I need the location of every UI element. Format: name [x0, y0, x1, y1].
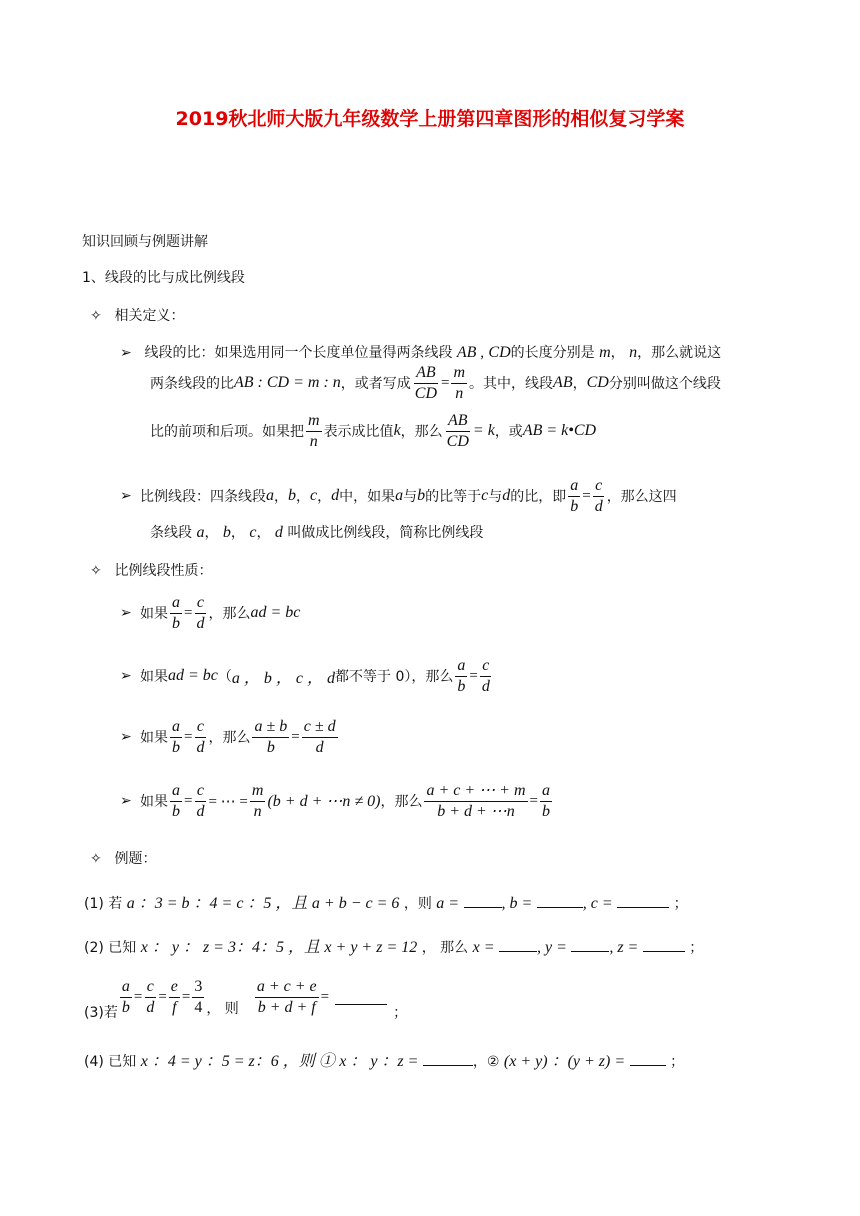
frac-denominator: d — [594, 497, 603, 515]
section-heading: 知识回顾与例题讲解 — [82, 234, 208, 250]
sep: ， — [274, 489, 288, 506]
frac-numerator: a + c + ⋯ + m — [424, 782, 527, 802]
fraction-a-b — [455, 657, 467, 695]
frac-denominator: CD — [446, 432, 469, 450]
section-1-title: 1、线段的比与成比例线段 — [82, 270, 245, 286]
def1-k: k — [393, 422, 401, 440]
ex3-fraction-e-f — [169, 978, 180, 1016]
ex4-q2-answer-blank[interactable] — [630, 1051, 666, 1066]
def1-prefix: 线段的比：如果选用同一个长度单位量得两条线段 — [144, 345, 453, 361]
diamond-bullet-icon: ✧ — [90, 563, 102, 579]
diamond-bullet-icon: ✧ — [90, 851, 102, 867]
fraction-m-n — [250, 782, 266, 820]
p3-prefix: 如果 — [140, 730, 168, 747]
example-3 — [84, 972, 407, 1022]
def1-line2c: 。其中，线段 — [469, 376, 554, 393]
example-4 — [84, 1048, 684, 1071]
def2-mid1: 中，如果 — [339, 489, 396, 506]
def1-cd2: CD — [586, 374, 609, 392]
ex2-z-label: , z = — [609, 939, 639, 956]
fraction-a-b — [568, 477, 580, 515]
var-d: d — [274, 524, 283, 541]
ex1-end: ； — [673, 896, 688, 912]
definition-1-line-2 — [150, 364, 721, 402]
arrow-bullet-icon: ➢ — [120, 729, 132, 746]
ex4-label: (4) 已知 — [84, 1054, 137, 1070]
p2-vars: a ， b ， c ， d — [231, 669, 336, 687]
var-d: d — [331, 487, 340, 505]
frac-numerator: 3 — [192, 978, 204, 998]
def1-fraction-m-n-2 — [306, 412, 322, 450]
fraction-a-b — [170, 782, 182, 820]
p1-mid: ，那么 — [208, 606, 251, 623]
p4-chain: = ⋯ = — [208, 793, 248, 810]
def1-eqk: = k — [472, 422, 495, 440]
ex1-label: (1) 若 — [84, 896, 123, 912]
ex4-q2: (x + y) ：(y + z) = — [503, 1053, 626, 1070]
p2-note: 都不等于 0），那么 — [335, 669, 454, 686]
ex2-z-answer-blank[interactable] — [643, 937, 685, 952]
frac-denominator: d — [196, 738, 205, 756]
frac-numerator: m — [451, 364, 467, 384]
def2-prefix: 比例线段：四条线段 — [140, 489, 266, 506]
property-heading-text: 比例线段性质： — [114, 563, 213, 579]
var-a: a — [395, 487, 404, 505]
ex1-condition: a + b − c = 6 — [311, 895, 400, 912]
equals: = — [582, 487, 591, 504]
def1-mid: 的长度分别是 — [510, 345, 595, 361]
def1-line3d: ，或 — [494, 424, 523, 441]
var-b: b — [222, 524, 231, 541]
frac-numerator: e — [169, 978, 180, 998]
def1-fraction-ab-cd-2 — [445, 412, 471, 450]
frac-denominator: CD — [414, 384, 438, 402]
diamond-bullet-icon: ✧ — [90, 308, 102, 324]
page-title: 2019秋北师大版九年级数学上册第四章图形的相似复习学案 — [175, 108, 685, 130]
property-1 — [120, 594, 300, 632]
def1-fraction-m-n — [451, 364, 467, 402]
def1-line2a: 两条线段的比 — [150, 376, 234, 393]
ex3-fraction-c-d — [144, 978, 156, 1016]
frac-denominator: f — [172, 998, 177, 1016]
definition-1-line-1 — [120, 342, 721, 362]
frac-denominator: b — [172, 802, 180, 820]
frac-numerator: c — [145, 978, 156, 998]
def1-m: m — [599, 344, 611, 361]
frac-numerator: c — [480, 657, 491, 677]
ex2-body: x ： y ： z = 3：4：5 ，且 — [140, 939, 320, 956]
def2-line2b: 叫做成比例线段，简称比例线段 — [287, 525, 484, 541]
ex1-b-label: , b = — [501, 895, 533, 912]
ex2-condition: x + y + z = 12 — [324, 939, 418, 956]
sep: ， — [317, 489, 332, 506]
fraction-c-d — [194, 718, 206, 756]
var-c: c — [481, 487, 489, 505]
ex1-c-label: , c = — [582, 895, 613, 912]
ex2-x-label: x = — [472, 939, 495, 956]
def1-tail: ，那么就说这 — [637, 345, 722, 361]
definition-heading — [90, 305, 184, 325]
def1-line2b: ，或者写成 — [340, 376, 411, 393]
frac-denominator: d — [196, 614, 205, 632]
definition-2-line-2 — [150, 522, 483, 542]
sep: ， — [204, 525, 219, 541]
ex4-q1-answer-blank[interactable] — [423, 1051, 473, 1066]
p1-result: ad = bc — [250, 604, 301, 622]
p1-prefix: 如果 — [140, 606, 168, 623]
example-1 — [84, 890, 688, 913]
frac-denominator: b + d + f — [257, 998, 316, 1016]
ex1-b-answer-blank[interactable] — [537, 893, 583, 908]
frac-denominator: 4 — [194, 998, 203, 1016]
equals: = — [133, 988, 143, 1005]
frac-numerator: a — [568, 477, 580, 497]
word-yu: 与 — [403, 489, 418, 506]
frac-denominator: b + d + ⋯n — [437, 802, 515, 820]
frac-numerator: a + c + e — [255, 978, 319, 998]
p4-mid: ，那么 — [380, 794, 423, 811]
word-yu: 与 — [488, 489, 503, 506]
frac-numerator: a — [170, 594, 182, 614]
frac-numerator: c ± d — [302, 718, 338, 738]
def1-n: n — [629, 344, 638, 361]
arrow-bullet-icon: ➢ — [120, 488, 132, 505]
frac-numerator: a — [170, 718, 182, 738]
frac-numerator: a — [540, 782, 552, 802]
frac-denominator: d — [196, 802, 205, 820]
frac-numerator: c — [195, 718, 206, 738]
def1-line3a: 比的前项和后项。如果把 — [150, 424, 304, 441]
fraction-a-b — [540, 782, 552, 820]
ex2-end: ； — [689, 940, 704, 956]
equals: = — [291, 728, 300, 745]
def1-cd: CD — [488, 344, 511, 361]
def1-fraction-ab-cd — [413, 364, 439, 402]
fraction-c-d — [480, 657, 492, 695]
examples-heading-text: 例题： — [114, 851, 157, 867]
ex3-fraction-sum — [255, 978, 319, 1016]
def1-last: AB = k•CD — [522, 422, 597, 440]
fraction-a-pm-b — [252, 718, 289, 756]
frac-numerator: a — [120, 978, 132, 998]
fraction-c-d — [593, 477, 605, 515]
ex2-y-answer-blank[interactable] — [571, 937, 609, 952]
def2-mid3: 的比，即 — [510, 489, 567, 506]
frac-denominator: n — [309, 432, 318, 450]
sep: ， — [296, 489, 310, 506]
equals: = — [158, 988, 167, 1005]
p4-prefix: 如果 — [140, 794, 168, 811]
property-2 — [120, 657, 494, 695]
property-3 — [120, 718, 340, 756]
var-c: c — [249, 524, 257, 541]
frac-denominator: b — [542, 802, 550, 820]
def1-sep: ， — [610, 345, 625, 361]
frac-denominator: b — [172, 614, 180, 632]
p2-open: （ — [217, 669, 232, 686]
frac-numerator: a — [455, 657, 467, 677]
def1-comma: , — [476, 345, 484, 361]
var-c: c — [310, 487, 318, 505]
frac-numerator: c — [593, 477, 604, 497]
frac-numerator: AB — [446, 412, 470, 432]
equals: = — [184, 728, 193, 745]
equals: = — [181, 988, 191, 1005]
equals: = — [320, 988, 330, 1005]
p4-condition: (b + d + ⋯n ≠ 0) — [267, 793, 381, 811]
ex1-c-answer-blank[interactable] — [617, 893, 669, 908]
ex1-a-answer-blank[interactable] — [464, 893, 502, 908]
equals: = — [469, 667, 478, 684]
fraction-c-pm-d — [302, 718, 338, 756]
ex3-end: ； — [393, 1005, 408, 1021]
def1-ab: AB — [456, 344, 477, 361]
ex3-answer-blank[interactable] — [335, 990, 387, 1005]
def2-mid2: 的比等于 — [425, 489, 482, 506]
var-b: b — [417, 487, 426, 505]
frac-denominator: b — [457, 677, 466, 695]
frac-numerator: AB — [414, 364, 438, 384]
def2-line2a: 条线段 — [150, 525, 192, 541]
ex4-end: ； — [670, 1054, 685, 1070]
frac-denominator: d — [315, 738, 324, 756]
fraction-c-d — [194, 594, 206, 632]
frac-denominator: n — [253, 802, 262, 820]
arrow-bullet-icon: ➢ — [120, 345, 132, 361]
frac-numerator: a ± b — [252, 718, 289, 738]
ex4-q2-prefix: ，② — [472, 1054, 500, 1070]
def1-ab2: AB — [553, 374, 573, 392]
def1-line2e: 分别叫做这个线段 — [608, 376, 721, 393]
p2-condition: ad = bc — [168, 667, 218, 685]
arrow-bullet-icon: ➢ — [120, 793, 132, 810]
frac-denominator: b — [172, 738, 180, 756]
sep: ， — [256, 525, 271, 541]
sep: ， — [230, 525, 245, 541]
frac-numerator: m — [250, 782, 266, 802]
ex4-q1: x ： y ：z = — [339, 1053, 419, 1070]
def1-line2d: ， — [572, 376, 587, 393]
ex4-body: x ：4 = y ：5 = z：6 ，则 ① — [140, 1053, 335, 1070]
ex3-label: (3)若 — [84, 1005, 118, 1021]
definition-heading-text: 相关定义： — [114, 308, 185, 324]
ex1-then: ，则 — [403, 896, 432, 912]
frac-numerator: c — [195, 594, 206, 614]
ex2-label: (2) 已知 — [84, 940, 137, 956]
fraction-sum — [424, 782, 527, 820]
ex1-body: a ：3 = b ：4 = c ：5 ，且 — [126, 895, 308, 912]
ex2-then: ， 那么 — [421, 940, 469, 956]
definition-2-line-1 — [120, 477, 677, 515]
ex3-fraction-a-b — [120, 978, 132, 1016]
frac-numerator: a — [170, 782, 182, 802]
equals: = — [529, 792, 538, 809]
def1-equals: = — [441, 374, 450, 391]
def1-line3c: ，那么 — [400, 424, 443, 441]
frac-numerator: m — [306, 412, 322, 432]
example-2 — [84, 934, 703, 957]
p3-mid: ，那么 — [208, 730, 251, 747]
frac-denominator: d — [146, 998, 155, 1016]
frac-denominator: b — [570, 497, 579, 515]
definition-1-line-3 — [150, 412, 596, 450]
def1-ratio: AB : CD = m : n — [234, 374, 341, 392]
ex2-x-answer-blank[interactable] — [499, 937, 537, 952]
fraction-c-d — [194, 782, 206, 820]
frac-denominator: n — [455, 384, 464, 402]
var-a: a — [266, 487, 274, 505]
frac-denominator: b — [121, 998, 130, 1016]
ex2-y-label: , y = — [536, 939, 567, 956]
ex3-mid: ， 则 — [206, 1001, 239, 1017]
ex1-a-label: a = — [436, 895, 460, 912]
def1-line3b: 表示成比值 — [323, 424, 394, 441]
p2-prefix: 如果 — [140, 669, 168, 686]
equals: = — [184, 604, 193, 621]
arrow-bullet-icon: ➢ — [120, 605, 132, 622]
def2-tail: ，那么这四 — [606, 489, 677, 506]
frac-denominator: b — [266, 738, 275, 756]
property-heading — [90, 560, 212, 580]
fraction-a-b — [170, 718, 182, 756]
ex3-fraction-3-4 — [192, 978, 204, 1016]
fraction-a-b — [170, 594, 182, 632]
var-d: d — [502, 487, 511, 505]
frac-numerator: c — [195, 782, 206, 802]
arrow-bullet-icon: ➢ — [120, 668, 132, 685]
frac-denominator: d — [481, 677, 490, 695]
var-b: b — [288, 487, 296, 505]
examples-heading — [90, 848, 156, 868]
equals: = — [184, 792, 193, 809]
property-4 — [120, 782, 554, 820]
var-a: a — [196, 524, 205, 541]
